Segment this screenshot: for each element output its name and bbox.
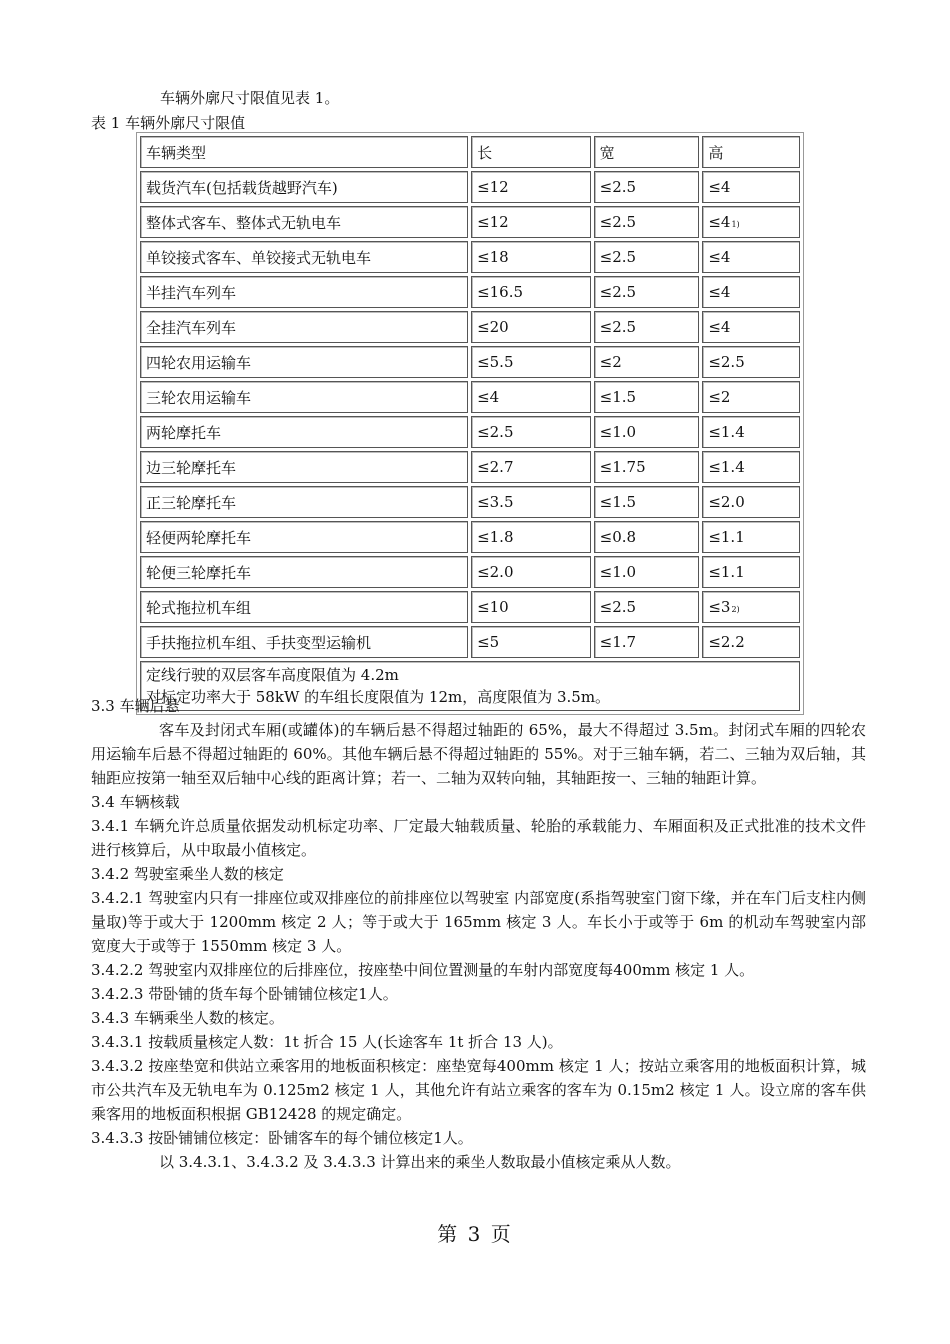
cell-height: ≤1.4 [702,451,800,483]
table-row [140,311,800,343]
cell-length: ≤2.0 [471,556,591,588]
cell-vehicle-type: 正三轮摩托车 [140,486,468,518]
cell-length: ≤10 [471,591,591,623]
paragraph: 3.4.1 车辆允许总质量依据发动机标定功率、厂定最大轴载质量、轮胎的承载能力、车厢面积及正式批准的技术文件进行核算后，从中取最小值核定。 [91,817,866,859]
page-number: 第 3 页 [437,1222,513,1246]
table-row [140,591,800,623]
paragraph: 3.4.2.2 驾驶室内双排座位的后排座位，按座垫中间位置测量的车射内部宽度每400mm 核定 1 人。 [91,961,755,979]
cell-width: ≤1.5 [594,381,700,413]
cell-length: ≤12 [471,206,591,238]
body-text [91,694,866,1174]
table-row [140,486,800,518]
table-row [140,276,800,308]
cell-height [702,206,800,238]
cell-height: ≤2.2 [702,626,800,658]
cell-vehicle-type: 轮式拖拉机车组 [140,591,468,623]
cell-width: ≤2.5 [594,241,700,273]
cell-vehicle-type: 整体式客车、整体式无轨电车 [140,206,468,238]
paragraph: 3.4.3.3 按卧铺铺位核定：卧铺客车的每个铺位核定1人。 [91,1129,473,1147]
cell-vehicle-type: 轮便三轮摩托车 [140,556,468,588]
section-heading: 3.4 车辆核载 [91,793,180,811]
cell-length: ≤12 [471,171,591,203]
footnote-marker: 2) [731,605,740,614]
cell-width: ≤2.5 [594,171,700,203]
cell-height: ≤2 [702,381,800,413]
table-row [140,626,800,658]
cell-width: ≤1.75 [594,451,700,483]
table-row [140,206,800,238]
table-row [140,556,800,588]
table-caption: 表 1 车辆外廓尺寸限值 [91,114,246,132]
paragraph: 3.4.3.1 按载质量核定人数：1t 折合 15 人(长途客车 1t 折合 13 人)。 [91,1033,563,1051]
cell-height: ≤1.1 [702,556,800,588]
cell-width: ≤0.8 [594,521,700,553]
cell-height: ≤4 [702,276,800,308]
cell-vehicle-type: 载货汽车(包括载货越野汽车) [140,171,468,203]
paragraph: 客车及封闭式车厢(或罐体)的车辆后悬不得超过轴距的 65%，最大不得超过 3.5m。封闭式车厢的四轮农用运输车后悬不得超过轴距的 60%。其他车辆后悬不得超过轴距的 55%。对于三轴车辆，若二、三轴为双后轴，其轴距应按第一轴至双后轴中心线的距离计算；若一、二轴为双转向轴，其轴距按一、三轴的轴距计算。 [91,721,866,787]
cell-height: ≤2.5 [702,346,800,378]
cell-width: ≤2.5 [594,206,700,238]
cell-height: ≤4 [702,311,800,343]
cell-vehicle-type: 三轮农用运输车 [140,381,468,413]
cell-width: ≤2.5 [594,591,700,623]
cell-vehicle-type: 四轮农用运输车 [140,346,468,378]
cell-length: ≤3.5 [471,486,591,518]
table-note-line: 对标定功率大于 58kW 的车组长度限值为 12m，高度限值为 3.5m。 [146,688,611,706]
height-value: ≤4 [708,213,731,231]
cell-length: ≤5.5 [471,346,591,378]
cell-length: ≤16.5 [471,276,591,308]
cell-width: ≤1.0 [594,416,700,448]
cell-height: ≤4 [702,171,800,203]
vehicle-dimension-table [136,132,804,715]
cell-height: ≤1.1 [702,521,800,553]
cell-length: ≤20 [471,311,591,343]
cell-length: ≤4 [471,381,591,413]
table-row [140,381,800,413]
cell-height: ≤4 [702,241,800,273]
header-vehicle-type: 车辆类型 [140,136,468,168]
section-heading: 3.4.2 驾驶室乘坐人数的核定 [91,865,284,883]
table-note-line: 定线行驶的双层客车高度限值为 4.2m [146,666,399,684]
cell-height: ≤2.0 [702,486,800,518]
section-heading: 3.3 车辆后悬 [91,697,180,715]
cell-vehicle-type: 单铰接式客车、单铰接式无轨电车 [140,241,468,273]
cell-width: ≤2 [594,346,700,378]
cell-vehicle-type: 全挂汽车列车 [140,311,468,343]
table-row [140,521,800,553]
cell-length: ≤2.5 [471,416,591,448]
paragraph: 3.4.3.2 按座垫宽和供站立乘客用的地板面积核定：座垫宽每400mm 核定 1 人；按站立乘客用的地板面积计算，城市公共汽车及无轨电车为 0.125m2 核定 1 人，其他允许有站立乘客的客车为 0.15m2 核定 1 人。设立席的客车供乘客用的地板面积根据 GB12428 的规定确定。 [91,1057,866,1123]
table-row [140,241,800,273]
table-header-row [140,136,800,168]
paragraph: 3.4.2.1 驾驶室内只有一排座位或双排座位的前排座位以驾驶室 内部宽度(系指驾驶室门窗下缘，并在车门后支柱内侧量取)等于或大于 1200mm 核定 2 人；等于或大于 165mm 核定 3 人。车长小于或等于 6m 的机动车驾驶室内部宽度大于或等于 1550mm 核定 3 人。 [91,889,866,955]
cell-vehicle-type: 轻便两轮摩托车 [140,521,468,553]
paragraph: 以 3.4.3.1、3.4.3.2 及 3.4.3.3 计算出来的乘坐人数取最小值核定乘从人数。 [159,1153,681,1171]
header-width: 宽 [594,136,700,168]
cell-vehicle-type: 两轮摩托车 [140,416,468,448]
footnote-marker: 1) [731,220,740,229]
cell-vehicle-type: 手扶拖拉机车组、手扶变型运输机 [140,626,468,658]
height-value: ≤3 [708,598,731,616]
cell-height [702,591,800,623]
section-heading: 3.4.3 车辆乘坐人数的核定。 [91,1009,284,1027]
cell-length: ≤2.7 [471,451,591,483]
cell-vehicle-type: 边三轮摩托车 [140,451,468,483]
table-row [140,451,800,483]
cell-width: ≤1.0 [594,556,700,588]
intro-text: 车辆外廓尺寸限值见表 1。 [160,89,340,107]
table-row [140,171,800,203]
cell-height: ≤1.4 [702,416,800,448]
cell-width: ≤1.5 [594,486,700,518]
cell-width: ≤2.5 [594,276,700,308]
table-row [140,416,800,448]
header-height: 高 [702,136,800,168]
cell-length: ≤5 [471,626,591,658]
cell-vehicle-type: 半挂汽车列车 [140,276,468,308]
table-row [140,346,800,378]
cell-length: ≤18 [471,241,591,273]
cell-width: ≤1.7 [594,626,700,658]
cell-length: ≤1.8 [471,521,591,553]
header-length: 长 [471,136,591,168]
paragraph: 3.4.2.3 带卧铺的货车每个卧铺铺位核定1人。 [91,985,398,1003]
cell-width: ≤2.5 [594,311,700,343]
